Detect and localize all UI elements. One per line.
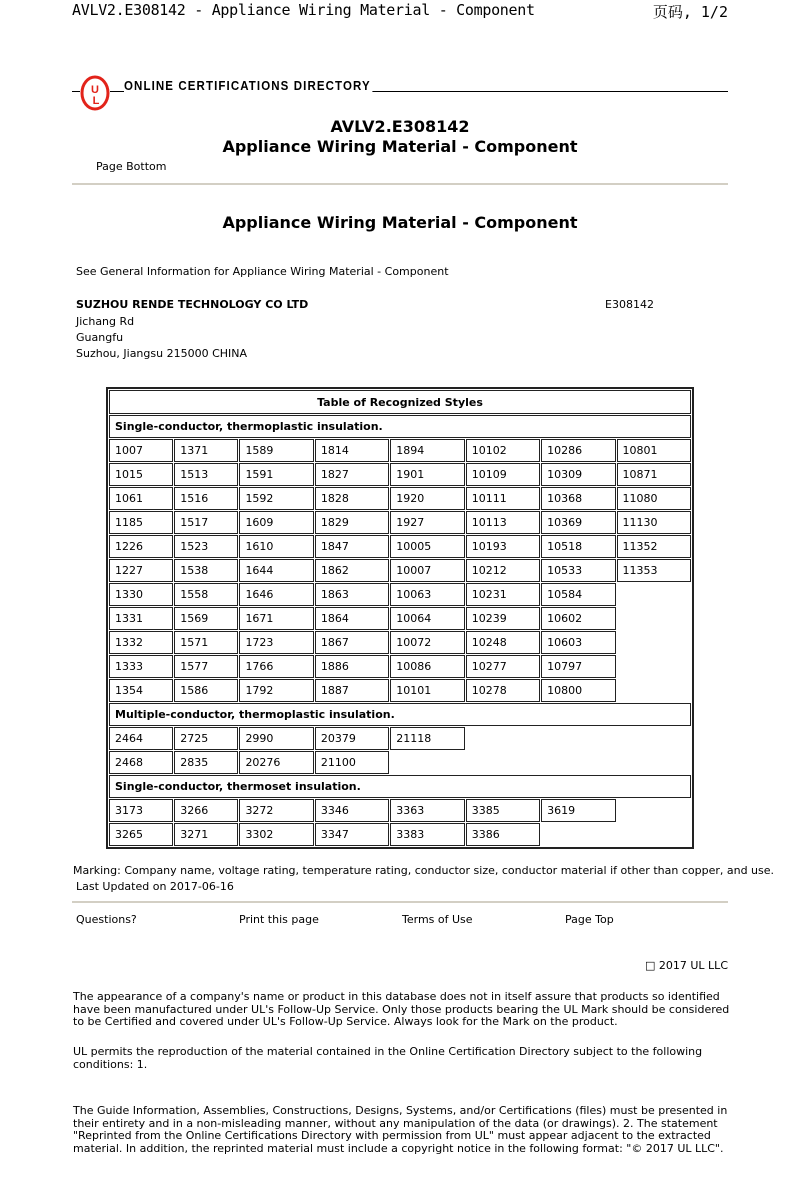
table-row <box>109 583 691 606</box>
section-heading: Multiple-conductor, thermoplastic insulation. <box>109 703 691 726</box>
empty-cell <box>390 751 691 774</box>
page-title: Appliance Wiring Material - Component <box>222 137 578 156</box>
style-cell[interactable]: 1646 <box>239 583 313 606</box>
style-cell[interactable]: 20379 <box>315 727 389 750</box>
style-cell[interactable]: 10286 <box>541 439 615 462</box>
style-cell[interactable]: 2464 <box>109 727 173 750</box>
style-cell[interactable]: 10603 <box>541 631 615 654</box>
style-cell[interactable]: 10101 <box>390 679 464 702</box>
style-cell[interactable]: 1332 <box>109 631 173 654</box>
style-cell[interactable]: 1901 <box>390 463 464 486</box>
style-cell[interactable]: 10871 <box>617 463 691 486</box>
style-cell[interactable]: 3302 <box>239 823 313 846</box>
table-row <box>109 631 691 654</box>
section-heading-row <box>109 415 691 438</box>
style-cell[interactable]: 2468 <box>109 751 173 774</box>
style-cell[interactable]: 10248 <box>466 631 540 654</box>
print-header <box>0 0 800 22</box>
style-cell[interactable]: 10086 <box>390 655 464 678</box>
style-cell[interactable]: 1863 <box>315 583 389 606</box>
table-row <box>109 535 691 558</box>
style-cell[interactable]: 10102 <box>466 439 540 462</box>
style-cell[interactable]: 2835 <box>174 751 238 774</box>
table-row <box>109 511 691 534</box>
page-bottom-link[interactable]: Page Bottom <box>96 160 167 173</box>
style-cell[interactable]: 10239 <box>466 607 540 630</box>
style-cell[interactable]: 1331 <box>109 607 173 630</box>
style-cell[interactable]: 10584 <box>541 583 615 606</box>
style-cell[interactable]: 1610 <box>239 535 313 558</box>
style-cell[interactable]: 10518 <box>541 535 615 558</box>
style-cell[interactable]: 10277 <box>466 655 540 678</box>
style-cell[interactable]: 1887 <box>315 679 389 702</box>
style-cell[interactable]: 3271 <box>174 823 238 846</box>
permission-text: UL permits the reproduction of the material contained in the Online Certification Directory subject to the following conditions: 1. <box>73 1045 703 1071</box>
style-cell[interactable]: 1792 <box>239 679 313 702</box>
footer-divider <box>72 901 728 903</box>
style-cell[interactable]: 3386 <box>466 823 540 846</box>
style-cell[interactable]: 1766 <box>239 655 313 678</box>
disclaimer-text: The appearance of a company's name or product in this database does not in itself assure that products so identified have been manufactured under UL's Follow-Up Service. Only those products bearing the UL Mark should be considered to be Certified and covered under UL's Follow-Up Service. Always look for the Mark on the product. <box>73 990 730 1029</box>
style-cell[interactable]: 10193 <box>466 535 540 558</box>
style-cell[interactable]: 11352 <box>617 535 691 558</box>
brand-bar <box>72 72 728 116</box>
style-cell[interactable]: 10309 <box>541 463 615 486</box>
table-row <box>109 679 691 702</box>
empty-cell <box>617 583 691 606</box>
style-cell[interactable]: 1920 <box>390 487 464 510</box>
section-title: Appliance Wiring Material - Component <box>222 213 578 232</box>
ul-logo-icon <box>80 75 110 111</box>
empty-cell <box>466 727 691 750</box>
style-cell[interactable]: 1333 <box>109 655 173 678</box>
style-cell[interactable]: 1829 <box>315 511 389 534</box>
style-cell[interactable]: 1827 <box>315 463 389 486</box>
style-cell[interactable]: 1886 <box>315 655 389 678</box>
style-cell[interactable]: 10797 <box>541 655 615 678</box>
table-title-row <box>109 390 691 414</box>
style-cell[interactable]: 1828 <box>315 487 389 510</box>
empty-cell <box>617 655 691 678</box>
svg-text:L: L <box>92 95 100 107</box>
style-cell[interactable]: 1644 <box>239 559 313 582</box>
style-cell[interactable]: 3173 <box>109 799 173 822</box>
style-cell[interactable]: 10007 <box>390 559 464 582</box>
style-cell[interactable]: 1864 <box>315 607 389 630</box>
style-cell[interactable]: 21100 <box>315 751 389 774</box>
file-number: E308142 <box>605 298 654 311</box>
style-cell[interactable]: 10063 <box>390 583 464 606</box>
style-cell[interactable]: 10072 <box>390 631 464 654</box>
style-cell[interactable]: 11353 <box>617 559 691 582</box>
style-cell[interactable]: 3347 <box>315 823 389 846</box>
style-cell[interactable]: 3383 <box>390 823 464 846</box>
style-cell[interactable]: 10113 <box>466 511 540 534</box>
style-cell[interactable]: 3619 <box>541 799 615 822</box>
style-cell[interactable]: 1354 <box>109 679 173 702</box>
style-cell[interactable]: 10005 <box>390 535 464 558</box>
table-row <box>109 655 691 678</box>
style-cell[interactable]: 3266 <box>174 799 238 822</box>
style-cell[interactable]: 10231 <box>466 583 540 606</box>
section-heading-row <box>109 703 691 726</box>
section-heading: Single-conductor, thermoplastic insulation. <box>109 415 691 438</box>
address-line-1: Jichang Rd <box>76 315 135 328</box>
style-cell[interactable]: 2725 <box>174 727 238 750</box>
style-cell[interactable]: 3385 <box>466 799 540 822</box>
print-header-title: AVLV2.E308142 - Appliance Wiring Material - Component <box>72 1 535 19</box>
style-cell[interactable]: 1516 <box>174 487 238 510</box>
questions-link[interactable]: Questions? <box>76 913 137 926</box>
table-row <box>109 727 691 750</box>
recognized-styles-table <box>106 387 694 849</box>
style-cell[interactable]: 1723 <box>239 631 313 654</box>
style-cell[interactable]: 1589 <box>239 439 313 462</box>
terms-of-use-link[interactable]: Terms of Use <box>402 913 473 926</box>
style-cell[interactable]: 10278 <box>466 679 540 702</box>
style-cell[interactable]: 1814 <box>315 439 389 462</box>
section-heading: Single-conductor, thermoset insulation. <box>109 775 691 798</box>
directory-name: ONLINE CERTIFICATIONS DIRECTORY <box>124 79 371 93</box>
style-cell[interactable]: 3363 <box>390 799 464 822</box>
style-cell[interactable]: 1894 <box>390 439 464 462</box>
marking-text: Marking: Company name, voltage rating, temperature rating, conductor size, conductor material if other than copper, and use. <box>73 864 775 877</box>
last-updated: Last Updated on 2017-06-16 <box>76 880 234 893</box>
style-cell[interactable]: 1061 <box>109 487 173 510</box>
style-cell[interactable]: 20276 <box>239 751 313 774</box>
divider <box>72 183 728 185</box>
style-cell[interactable]: 10533 <box>541 559 615 582</box>
empty-cell <box>617 799 691 822</box>
style-cell[interactable]: 1185 <box>109 511 173 534</box>
style-cell[interactable]: 1330 <box>109 583 173 606</box>
address-line-2: Guangfu <box>76 331 124 344</box>
style-cell[interactable]: 11080 <box>617 487 691 510</box>
empty-cell <box>617 607 691 630</box>
table-row <box>109 487 691 510</box>
style-cell[interactable]: 1867 <box>315 631 389 654</box>
style-cell[interactable]: 1609 <box>239 511 313 534</box>
svg-text:U: U <box>91 84 99 96</box>
style-cell[interactable]: 10212 <box>466 559 540 582</box>
print-page-number: 页码, 1/2 <box>652 3 728 21</box>
company-name: SUZHOU RENDE TECHNOLOGY CO LTD <box>76 298 309 311</box>
table-row <box>109 559 691 582</box>
style-cell[interactable]: 1227 <box>109 559 173 582</box>
style-cell[interactable]: 1371 <box>174 439 238 462</box>
style-cell[interactable]: 11130 <box>617 511 691 534</box>
style-cell[interactable]: 3346 <box>315 799 389 822</box>
table-row <box>109 439 691 462</box>
style-cell[interactable]: 1226 <box>109 535 173 558</box>
style-cell[interactable]: 1591 <box>239 463 313 486</box>
page-code: AVLV2.E308142 <box>330 117 470 136</box>
table-row <box>109 463 691 486</box>
empty-cell <box>617 631 691 654</box>
style-cell[interactable]: 10368 <box>541 487 615 510</box>
conditions-text: The Guide Information, Assemblies, Constructions, Designs, Systems, and/or Certifications (files) must be presented in their entirety and in a non-misleading manner, without any manipulation of the data (or drawings). 2. The statement "Reprinted from the Online Certifications Directory with permission from UL" must appear adjacent to the extracted material. In addition, the reprinted material must include a copyright notice in the following format: "© 2017 UL LLC". <box>73 1104 728 1155</box>
copyright: □ 2017 UL LLC <box>645 959 728 972</box>
style-cell[interactable]: 10064 <box>390 607 464 630</box>
style-cell[interactable]: 1538 <box>174 559 238 582</box>
style-cell[interactable]: 21118 <box>390 727 464 750</box>
table-row <box>109 823 691 846</box>
table-row <box>109 607 691 630</box>
style-cell[interactable]: 1007 <box>109 439 173 462</box>
style-cell[interactable]: 1558 <box>174 583 238 606</box>
style-cell[interactable]: 1927 <box>390 511 464 534</box>
style-cell[interactable]: 1571 <box>174 631 238 654</box>
address-line-3: Suzhou, Jiangsu 215000 CHINA <box>76 347 248 360</box>
style-cell[interactable]: 3272 <box>239 799 313 822</box>
page-top-link[interactable]: Page Top <box>565 913 614 926</box>
style-cell[interactable]: 1671 <box>239 607 313 630</box>
print-page-link[interactable]: Print this page <box>239 913 319 926</box>
style-cell[interactable]: 1592 <box>239 487 313 510</box>
style-cell[interactable]: 10109 <box>466 463 540 486</box>
style-cell[interactable]: 1517 <box>174 511 238 534</box>
style-cell[interactable]: 1513 <box>174 463 238 486</box>
style-cell[interactable]: 1569 <box>174 607 238 630</box>
style-cell[interactable]: 10111 <box>466 487 540 510</box>
style-cell[interactable]: 10602 <box>541 607 615 630</box>
style-cell[interactable]: 10801 <box>617 439 691 462</box>
table-row <box>109 799 691 822</box>
style-cell[interactable]: 10369 <box>541 511 615 534</box>
style-cell[interactable]: 1015 <box>109 463 173 486</box>
style-cell[interactable]: 1847 <box>315 535 389 558</box>
general-info-link[interactable]: See General Information for Appliance Wiring Material - Component <box>76 265 449 278</box>
section-heading-row <box>109 775 691 798</box>
style-cell[interactable]: 1577 <box>174 655 238 678</box>
style-cell[interactable]: 2990 <box>239 727 313 750</box>
style-cell[interactable]: 1586 <box>174 679 238 702</box>
table-title: Table of Recognized Styles <box>109 390 691 414</box>
style-cell[interactable]: 1523 <box>174 535 238 558</box>
empty-cell <box>541 823 691 846</box>
style-cell[interactable]: 3265 <box>109 823 173 846</box>
style-cell[interactable]: 10800 <box>541 679 615 702</box>
empty-cell <box>617 679 691 702</box>
style-cell[interactable]: 1862 <box>315 559 389 582</box>
table-row <box>109 751 691 774</box>
